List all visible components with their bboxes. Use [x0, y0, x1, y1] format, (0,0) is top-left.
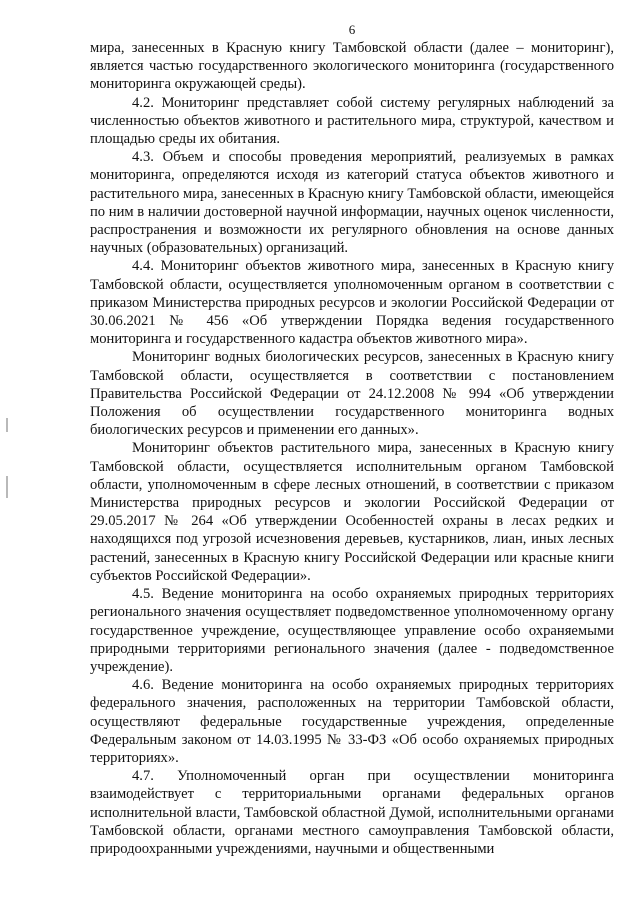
- paragraph-plant-monitoring: Мониторинг объектов растительного мира, занесенных в Красную книгу Тамбовской области, осуществляется исполнительным органом Тамбовской области, уполномоченным в сфере лесных отношений, в соответствии с приказом Министерства природных ресурсов и экологии Российской Федерации от 29.05.2017 № 264 «Об утверждении Особенностей охраны в лесах редких и находящихся под угрозой исчезновения деревьев, кустарников, лиан, иных лесных растений, занесенных в Красную книгу Российской Федерации или красные книги субъектов Российской Федерации».: [90, 440, 614, 584]
- paragraph-4-3: 4.3. Объем и способы проведения мероприятий, реализуемых в рамках мониторинга, определяются исходя из категорий статуса объектов животного и растительного мира, занесенных в Красную книгу Тамбовской области, имеющейся по ним в наличии достоверной научной информации, научных оценок численности, распространения и возможности их регулярного обновления на основе данных научных (образовательных) организаций.: [90, 149, 614, 257]
- scan-margin-mark: [6, 418, 8, 432]
- paragraph-intro-continuation: мира, занесенных в Красную книгу Тамбовской области (далее – мониторинг), является частью государственного экологического мониторинга (государственного мониторинга окружающей среды).: [90, 40, 614, 93]
- paragraph-4-4: 4.4. Мониторинг объектов животного мира, занесенных в Красную книгу Тамбовской области, осуществляется уполномоченным органом в соответствии с приказом Министерства природных ресурсов и экологии Российской Федерации от 30.06.2021 № 456 «Об утверждении Порядка ведения государственного мониторинга и государственного кадастра объектов животного мира».: [90, 258, 614, 348]
- paragraph-4-2: 4.2. Мониторинг представляет собой систему регулярных наблюдений за численностью объектов животного и растительного мира, структурой, качеством и площадью среды их обитания.: [90, 94, 614, 148]
- paragraph-aquatic-monitoring: Мониторинг водных биологических ресурсов, занесенных в Красную книгу Тамбовской области, осуществляется в соответствии с постановлением Правительства Российской Федерации от 24.12.2008 № 994 «Об утверждении Положения об осуществлении государственного мониторинга водных биологических ресурсов и применении его данных».: [90, 349, 614, 439]
- paragraph-4-6: 4.6. Ведение мониторинга на особо охраняемых природных территориях федерального значения, расположенных на территории Тамбовской области, осуществляют федеральные государственные учреждения, определенные Федеральным законом от 14.03.1995 № 33-ФЗ «Об особо охраняемых природных территориях».: [90, 677, 614, 766]
- scan-margin-mark: [6, 476, 8, 498]
- paragraph-4-5: 4.5. Ведение мониторинга на особо охраняемых природных территориях регионального значения осуществляет подведомственное уполномоченному органу государственное учреждение, осуществляющее управление особо охраняемыми природными территориями регионального значения (далее - подведомственное учреждение).: [90, 586, 614, 675]
- page-number: 6: [348, 22, 356, 37]
- paragraph-4-7: 4.7. Уполномоченный орган при осуществлении мониторинга взаимодействует с территориальными органами федеральных органов исполнительной власти, Тамбовской областной Думой, исполнительными органами Тамбовской области, органами местного самоуправления Тамбовской области, природоохранными учреждениями, научными и общественными: [90, 768, 614, 857]
